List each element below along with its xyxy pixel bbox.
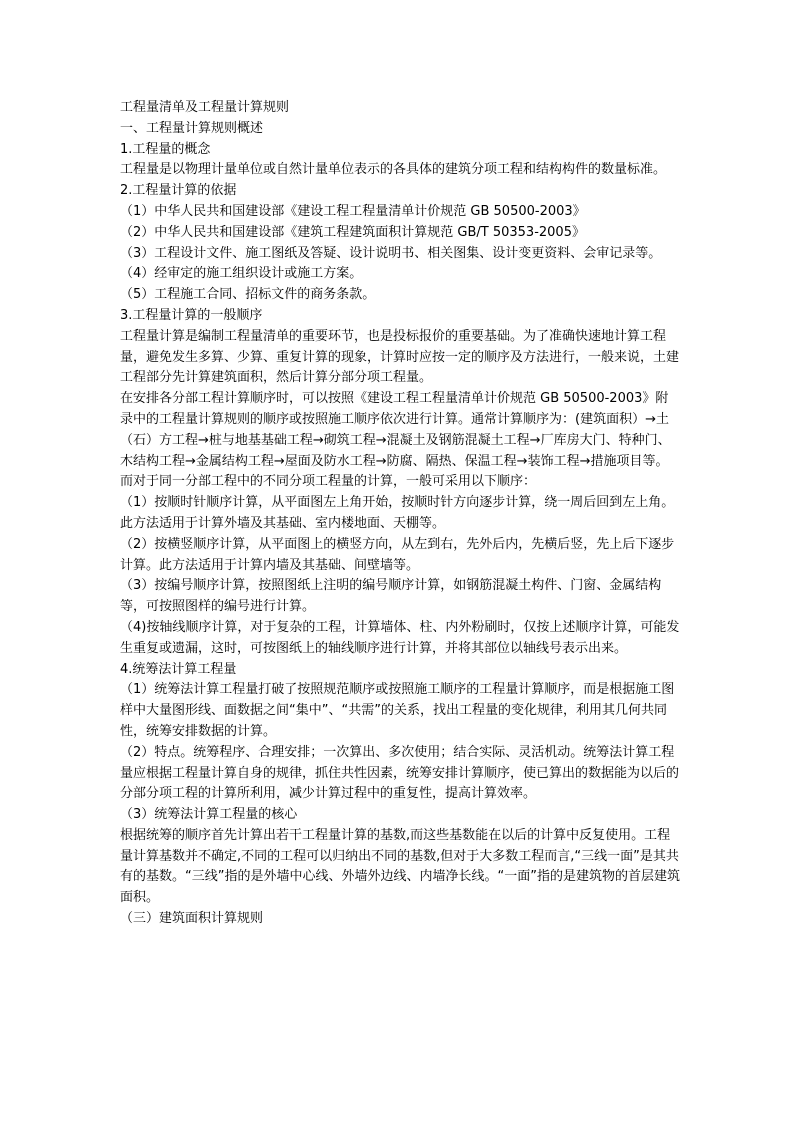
- list-item: （4）经审定的施工组织设计或施工方案。: [120, 266, 363, 282]
- list-item: （3）工程设计文件、施工图纸及答疑、设计说明书、相关图集、设计变更资料、会审记录等。: [120, 245, 662, 261]
- list-item: （4)按轴线顺序计算，对于复杂的工程，计算墙体、柱、内外粉刷时，仅按上述顺序计算，可能发生重复或遗漏，这时，可按图纸上的轴线顺序进行计算，并将其部位以轴线号表示出来。: [120, 619, 680, 656]
- subsection-heading: 4.统筹法计算工程量: [120, 661, 237, 677]
- list-item: （3）统筹法计算工程量的核心: [120, 807, 298, 823]
- subsection-heading: 1.工程量的概念: [120, 141, 211, 157]
- paragraph: 在安排各分部工程计算顺序时，可以按照《建设工程工程量清单计价规范 GB 50500-2003》附录中的工程量计算规则的顺序或按照施工顺序依次进行计算。通常计算顺序为：(建筑面积）→土（石）方工程→桩与地基基础工程→砌筑工程→混凝土及钢筋混凝土工程→厂库房大门、特种门、木结构工程→金属结构工程→屋面及防水工程→防腐、隔热、保温工程→装饰工程→措施项目等。: [120, 391, 671, 469]
- list-item: （2）中华人民共和国建设部《建筑工程建筑面积计算规范 GB/T 50353-2005》: [120, 224, 585, 240]
- section-heading: （三）建筑面积计算规则: [120, 911, 264, 927]
- subsection-heading: 3.工程量计算的一般顺序: [120, 307, 263, 323]
- list-item: （5）工程施工合同、招标文件的商务条款。: [120, 287, 376, 303]
- document-title: 工程量清单及工程量计算规则: [120, 100, 290, 115]
- list-item: （2）特点。统筹程序、合理安排；一次算出、多次使用；结合实际、灵活机动。统筹法计算工程量应根据工程量计算自身的规律，抓住共性因素，统筹安排计算顺序，使已算出的数据能为以后的分部分项工程的计算所利用，减少计算过程中的重复性，提高计算效率。: [120, 744, 680, 802]
- paragraph: 根据统筹的顺序首先计算出若干工程量计算的基数,而这些基数能在以后的计算中反复使用。工程量计算基数并不确定,不同的工程可以归纳出不同的基数,但对于大多数工程而言,“三线一面”是其共有的基数。“三线”指的是外墙中心线、外墙外边线、内墙净长线。“一面”指的是建筑物的首层建筑面积。: [120, 827, 680, 906]
- document-page: [120, 98, 680, 930]
- list-item: （2）按横竖顺序计算，从平面图上的横竖方向，从左到右，先外后内，先横后竖，先上后下逐步计算。此方法适用于计算内墙及其基础、间壁墙等。: [120, 536, 675, 573]
- section-heading: 一、工程量计算规则概述: [120, 120, 264, 136]
- list-item: （3）按编号顺序计算，按照图纸上注明的编号顺序计算，如钢筋混凝土构件、门窗、金属结构等，可按照图样的编号进行计算。: [120, 578, 662, 615]
- paragraph: 工程量是以物理计量单位或自然计量单位表示的各具体的建筑分项工程和结构构件的数量标准。: [120, 162, 667, 178]
- paragraph: 而对于同一分部工程中的不同分项工程量的计算，一般可采用以下顺序：: [120, 474, 537, 490]
- list-item: （1）按顺时针顺序计算，从平面图左上角开始，按顺时针方向逐步计算，绕一周后回到左上角。此方法适用于计算外墙及其基础、室内楼地面、天棚等。: [120, 495, 675, 531]
- subsection-heading: 2.工程量计算的依据: [120, 183, 237, 199]
- list-item: （1）中华人民共和国建设部《建设工程工程量清单计价规范 GB 50500-2003》: [120, 203, 586, 219]
- paragraph: 工程量计算是编制工程量清单的重要环节，也是投标报价的重要基础。为了准确快速地计算工程量，避免发生多算、少算、重复计算的现象，计算时应按一定的顺序及方法进行，一般来说，土建工程部分先计算建筑面积，然后计算分部分项工程量。: [120, 328, 680, 386]
- list-item: （1）统筹法计算工程量打破了按照规范顺序或按照施工顺序的工程量计算顺序，而是根据施工图样中大量图形线、面数据之间“集中”、“共需”的关系，找出工程量的变化规律，利用其几何共同性，统筹安排数据的计算。: [120, 682, 675, 739]
